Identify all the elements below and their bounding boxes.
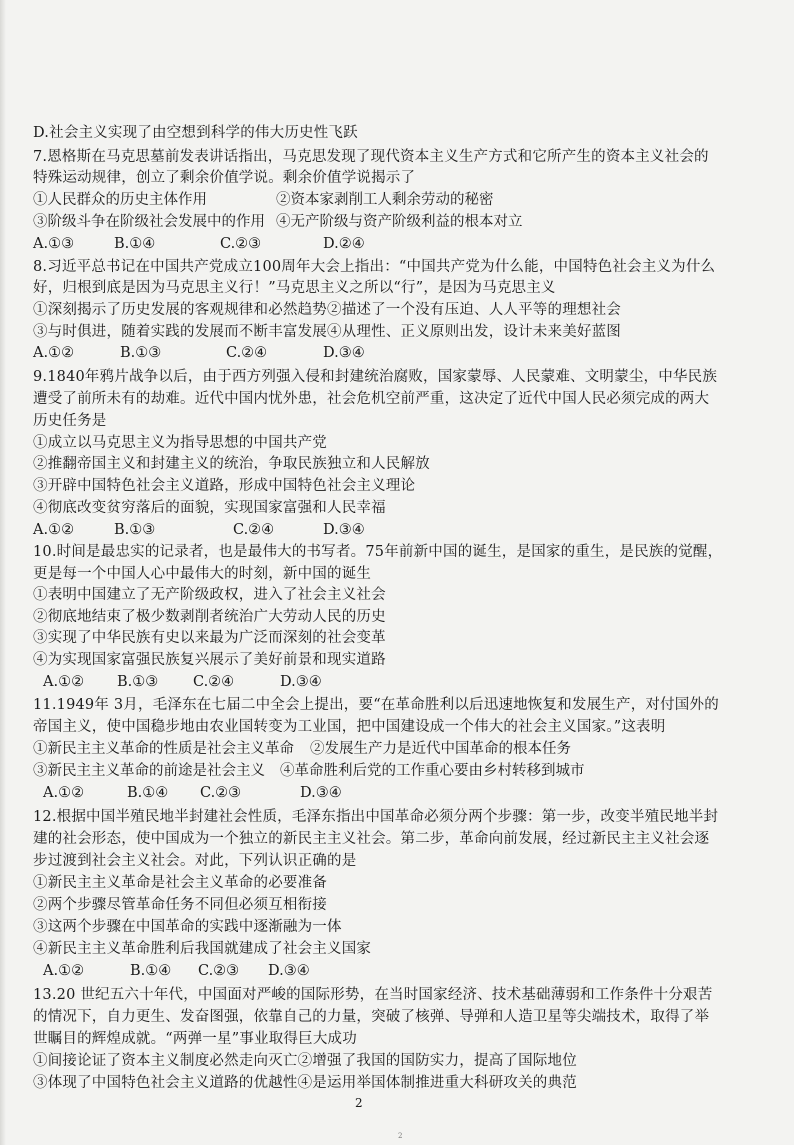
q10-stem-line-1: 10.时间是最忠实的记录者，也是最伟大的书写者。75年前新中国的诞生，是国家的重生，是民族的觉醒，: [33, 544, 723, 560]
q7-stem-line-2: 特殊运动规律，创立了剩余价值学说。剩余价值学说揭示了: [33, 170, 416, 186]
q12-item-3: ③这两个步骤在中国革命的实践中逐渐融为一体: [33, 919, 342, 935]
q7-stem-line-1: 7.恩格斯在马克思墓前发表讲话指出，马克思发现了现代资本主义生产方式和它所产生的资本主义社会的: [33, 149, 709, 165]
q10-item-4: ④为实现国家富强民族复兴展示了美好前景和现实道路: [33, 652, 386, 668]
scan-mark: 2: [398, 1132, 403, 1140]
q11-stem-line-1: 11.1949年 3月，毛泽东在七届二中全会上提出，要“在革命胜利以后迅速地恢复和发展生产，对付国外的: [33, 697, 719, 713]
q11-choice-a: A.①②: [43, 785, 85, 801]
q9-choice-a: A.①②: [33, 522, 75, 538]
q10-stem-line-2: 更是每一个中国人心中最伟大的时刻，新中国的诞生: [33, 566, 372, 582]
q10-item-3: ③实现了中华民族有史以来最为广泛而深刻的社会变革: [33, 630, 386, 646]
q10-item-2: ②彻底地结束了极少数剥削者统治广大劳动人民的历史: [33, 609, 386, 625]
scan-edge-shadow: [0, 0, 6, 1145]
q7-choice-a: A.①③: [33, 236, 75, 252]
q8-items-line-1: ①深刻揭示了历史发展的客观规律和必然趋势②描述了一个没有压迫、人人平等的理想社会: [33, 302, 621, 318]
q9-stem-line-1: 9.1840年鸦片战争以后，由于西方列强入侵和封建统治腐败，国家蒙辱、人民蒙难、文明蒙尘，中华民族: [33, 369, 718, 385]
q8-items-line-2: ③与时俱进，随着实践的发展而不断丰富发展④从理性、正义原则出发，设计未来美好蓝图: [33, 324, 621, 340]
q8-choice-d: D.③④: [323, 345, 365, 361]
q11-item-3: ③新民主主义革命的前途是社会主义: [33, 763, 265, 779]
q12-stem-line-2: 建的社会形态，使中国成为一个独立的新民主主义社会。第二步，革命向前发展，经过新民主主义社会逐: [33, 831, 710, 847]
q11-choice-d: D.③④: [300, 785, 342, 801]
q13-stem-line-1: 13.20 世纪五六十年代，中国面对严峻的国际形势，在当时国家经济、技术基础薄弱和工作条件十分艰苦: [33, 987, 713, 1003]
q13-stem-line-2: 的情况下，自力更生、发奋图强，依靠自己的力量，突破了核弹、导弹和人造卫星等尖端技术，取得了举: [33, 1009, 710, 1025]
q7-item-2: ②资本家剥削工人剩余劳动的秘密: [276, 192, 494, 208]
q10-item-1: ①表明中国建立了无产阶级政权，进入了社会主义社会: [33, 587, 386, 603]
q13-items-line-2: ③体现了中国特色社会主义道路的优越性④是运用举国体制推进重大科研攻关的典范: [33, 1075, 577, 1091]
q11-item-4: ④革命胜利后党的工作重心要由乡村转移到城市: [280, 763, 585, 779]
q8-choice-c: C.②④: [226, 345, 268, 361]
q9-item-1: ①成立以马克思主义为指导思想的中国共产党: [33, 435, 327, 451]
q12-item-1: ①新民主主义革命是社会主义革命的必要准备: [33, 875, 327, 891]
q10-choice-b: B.①③: [117, 674, 159, 690]
q7-item-3: ③阶级斗争在阶级社会发展中的作用: [33, 214, 265, 230]
q7-choice-b: B.①④: [114, 236, 156, 252]
q7-choice-c: C.②③: [220, 236, 262, 252]
q11-choice-c: C.②③: [200, 785, 242, 801]
q9-stem-line-3: 历史任务是: [33, 413, 107, 429]
q9-choice-c: C.②④: [233, 522, 275, 538]
q12-choice-c: C.②③: [198, 963, 240, 979]
q11-item-2: ②发展生产力是近代中国革命的根本任务: [310, 741, 571, 757]
q8-choice-a: A.①②: [33, 345, 75, 361]
q8-choice-b: B.①③: [120, 345, 162, 361]
q12-choice-d: D.③④: [268, 963, 310, 979]
q9-choice-b: B.①③: [114, 522, 156, 538]
q12-stem-line-1: 12.根据中国半殖民地半封建社会性质，毛泽东指出中国革命必须分两个步骤：第一步，改变半殖民地半封: [33, 809, 719, 825]
q12-item-4: ④新民主主义革命胜利后我国就建成了社会主义国家: [33, 941, 372, 957]
q10-choice-d: D.③④: [280, 674, 322, 690]
q10-choice-a: A.①②: [43, 674, 85, 690]
page-number: 2: [355, 1096, 363, 1110]
q12-choice-a: A.①②: [43, 963, 85, 979]
q9-item-2: ②推翻帝国主义和封建主义的统治，争取民族独立和人民解放: [33, 456, 430, 472]
q13-items-line-1: ①间接论证了资本主义制度必然走向灭亡②增强了我国的国防实力，提高了国际地位: [33, 1053, 577, 1069]
q12-stem-line-3: 步过渡到社会主义社会。对此，下列认识正确的是: [33, 853, 357, 869]
q12-item-2: ②两个步骤尽管革命任务不同但必须互相衔接: [33, 897, 327, 913]
q10-choice-c: C.②④: [193, 674, 235, 690]
q8-stem-line-1: 8.习近平总书记在中国共产党成立100周年大会上指出：“中国共产党为什么能，中国特色社会主义为什么: [33, 259, 716, 275]
q8-stem-line-2: 好，归根到底是因为马克思主义行！”马克思主义之所以“行”，是因为马克思主义: [33, 280, 556, 296]
q11-stem-line-2: 帝国主义，使中国稳步地由农业国转变为工业国，把中国建设成一个伟大的社会主义国家。”这表明: [33, 719, 666, 735]
q7-item-4: ④无产阶级与资产阶级利益的根本对立: [276, 214, 523, 230]
q9-item-4: ④彻底改变贫穷落后的面貌，实现国家富强和人民幸福: [33, 500, 386, 516]
q6-option-d: D.社会主义实现了由空想到科学的伟大历史性飞跃: [33, 125, 358, 141]
q7-item-1: ①人民群众的历史主体作用: [33, 192, 207, 208]
q7-choice-d: D.②④: [323, 236, 365, 252]
q9-stem-line-2: 遭受了前所未有的劫难。近代中国内忧外患，社会危机空前严重，这决定了近代中国人民必须完成的两大: [33, 391, 710, 407]
q11-choice-b: B.①④: [127, 785, 169, 801]
q9-item-3: ③开辟中国特色社会主义道路，形成中国特色社会主义理论: [33, 478, 416, 494]
q13-stem-line-3: 世瞩目的辉煌成就。“两弹一星”事业取得巨大成功: [33, 1031, 357, 1047]
q11-item-1: ①新民主主义革命的性质是社会主义革命: [33, 741, 294, 757]
q12-choice-b: B.①④: [130, 963, 172, 979]
q9-choice-d: D.③④: [323, 522, 365, 538]
